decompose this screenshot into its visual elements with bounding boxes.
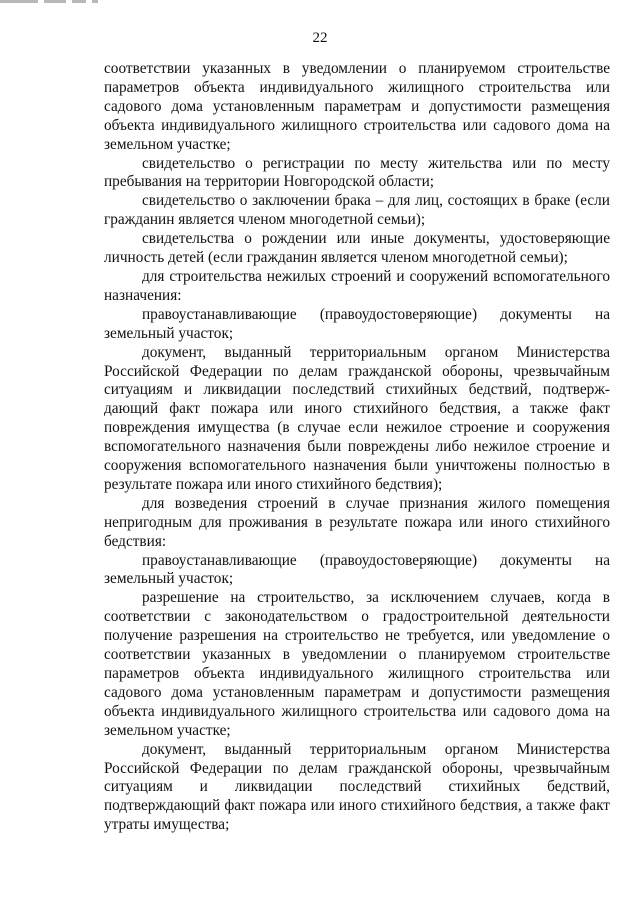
page-number: 22 (312, 30, 328, 46)
paragraph: свидетельство о регистрации по месту жительства или по месту пребывания на территории Новгородской области; (104, 154, 610, 191)
paragraph: документ, выданный территориальным органом Министерства Российской Федерации по делам гражданской обороны, чрезвычайным ситуациям и ликвидации последствий стихийных бедствий, подтверждающий факт пожара или иного стихийного бедствия, а также факт утраты имущества; (104, 740, 610, 834)
paragraph: для возведения строений в случае признания жилого помещения непригодным для проживания в результате пожара или иного стихийного бедствия: (104, 494, 610, 550)
paragraph-continuation: соответствии указанных в уведомлении о планируемом строительстве параметров объекта индивидуального жилищного строительства или садового дома установленным параметрам и допустимости размещения объекта индивидуального жилищного строительства или садового дома на земельном участке; (104, 60, 610, 153)
document-body (104, 60, 610, 835)
paragraph: свидетельства о рождении или иные документы, удостоверяющие личность детей (если гражданин является членом многодетной семьи); (104, 230, 610, 267)
scan-edge-mark (0, 0, 100, 3)
paragraph: для строительства нежилых строений и сооружений вспомогательного назначения: (104, 267, 610, 304)
paragraph: разрешение на строительство, за исключением случаев, когда в соответствии с законодательством о градостроительной деятельности получение разрешения на строительство не требуется, или уведомление о соответствии указанных в уведомлении о планируемом строительстве параметров объекта индивидуального жилищного строительства или садового дома установленным параметрам и допустимости размещения объекта индивидуального жилищного строительства или садового дома на земельном участке; (104, 589, 610, 739)
paragraph: правоустанавливающие (правоудостоверяющие) документы на земельный участок; (104, 305, 610, 342)
paragraph: документ, выданный территориальным органом Министерства Российской Федерации по делам гражданской обороны, чрезвычайным ситуациям и ликвидации последствий стихийных бедствий, подтверж-дающий факт пожара или иного стихийного бедствия, а также факт повреждения имущества (в случае если нежилое строение и сооружения вспомогательного назначения были повреждены либо нежилое строение и сооружения вспомогательного назначения были уничтожены полностью в результате пожара или иного стихийного бедствия); (104, 343, 610, 493)
paragraph: правоустанавливающие (правоудостоверяющие) документы на земельный участок; (104, 551, 610, 588)
paragraph: свидетельство о заключении брака – для лиц, состоящих в браке (если гражданин является членом многодетной семьи); (104, 192, 610, 229)
